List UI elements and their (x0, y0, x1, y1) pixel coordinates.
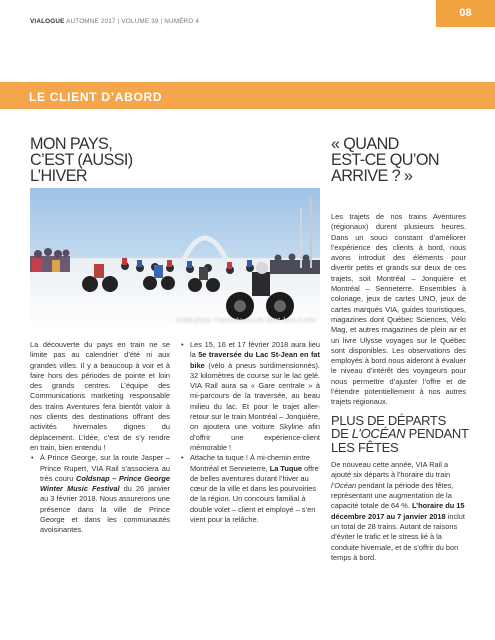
title-line: C’EST (AUSSI) (30, 151, 133, 169)
bullet-text: du 26 janvier au 3 février 2018. Nous assurerons une présence dans la ville de Prince George et dans les communautés avoisinantes. (40, 484, 170, 535)
title-line: ARRIVE ? » (331, 167, 413, 185)
event-name: Coldsnap – Prince George Winter Music Festival (40, 473, 170, 494)
fat-bike-photo (30, 188, 320, 328)
title-line: « QUAND (331, 135, 399, 153)
title-line: EST-CE QU’ON (331, 151, 439, 169)
subhead-text: DE (331, 426, 352, 442)
bullet-lac-st-jean (180, 340, 320, 453)
right-column (331, 212, 469, 563)
event-name: 5e traversée du Lac St-Jean en fat bike (190, 350, 320, 370)
subhead-text: PENDANT (405, 426, 469, 442)
magazine-name: VIALOGUE (30, 18, 65, 25)
subhead-line (331, 426, 469, 442)
section-title: LE CLIENT D’ABORD (29, 90, 163, 104)
bullet-text: Les 15, 16 et 17 février 2018 aura lieu la (190, 340, 320, 360)
bullet-text: Attache ta tuque ! À mi-chemin entre Montréal et Senneterre, (190, 453, 310, 473)
photo-illustration (30, 188, 320, 328)
train-name: L’OCÉAN (351, 426, 406, 442)
section-banner (0, 82, 495, 109)
left-column (30, 340, 170, 536)
para-text: inclut un total de 28 trains. Autant de raisons d’éviter le trafic et le stress lié à la conduite hivernale, et de s’offrir du bon temps à bord. (331, 511, 465, 562)
ocean-paragraph (331, 460, 466, 563)
title-line: L’HIVER (30, 167, 87, 185)
bullet-text: (vélo à pneus surdimensionnés). 32 kilomètres de course sur le lac gelé. VIA Rail aura sa « Gare centrale » à mi-parcours de la traversée, au beau milieu du lac. Et pour le trajet aller-retour sur le train Montréal – Jonquière, on ajoutera une voiture Skyline afin d’offrir une expérience-client mémorable ! (190, 360, 320, 452)
bullet-prince-george (30, 453, 170, 535)
train-name: l’Océan (331, 480, 357, 490)
running-header (30, 18, 430, 25)
middle-column (180, 340, 320, 525)
page-number-badge: 08 (436, 0, 495, 27)
para-text: pendant la période des fêtes, représentant une augmentation de la capacité totale de 64 %. (331, 480, 454, 511)
subhead-line: PLUS DE DÉPARTS (331, 412, 446, 428)
para-text: De nouveau cette année, VIA Rail a ajouté six départs à l’horaire du train (331, 460, 451, 480)
bullet-text: offre de belles aventures durant l’hiver au cœur de la ville et dans les pourvoiries de la région. Un concours familial à double volet – client et employé – s’en vient pour la relâche. (190, 463, 319, 525)
subheading-ocean (331, 412, 469, 455)
title-line: MON PAYS, (30, 135, 113, 153)
left-article-title (30, 136, 133, 184)
bullet-text: À Prince George, sur la route Jasper – Prince Rupert, VIA Rail s’associera au très couru (40, 453, 170, 483)
subhead-line: LES FÊTES (331, 439, 399, 455)
schedule-dates: L’horaire du 15 décembre 2017 au 7 janvier 2018 (331, 501, 465, 521)
aventures-paragraph: Les trajets de nos trains Aventures (régionaux) durent plusieurs heures. Dans un souci constant d’améliorer l’expérience des clients à bord, nous avons introduit des éléments pour divertir petits et grands sur deux de ces trajets, soit Montréal – Jonquière et Montréal – Senneterre. Ensembles à coloriage, jeux de cartes UNO, jeux de cartes marqués VIA, guides touristiques, magazines dont Québec Sciences, Vélo Mag, et autres magazines de plein air et un livre Ulysse voyages sur le Québec sont disponibles. Les observations des employés à bord nous aideront à évaluer le niveau d’intérêt des voyageurs pour nous permettre d’ajuster l’offre et de l’étendre potentiellement à nos autres trajets régionaux. (331, 212, 466, 407)
issue-info: AUTOMNE 2017 | VOLUME 39 | NUMÉRO 4 (66, 18, 200, 25)
photo-credit: Crédit photo: Traversée du Lac Saint-Jean à vélo (176, 317, 315, 324)
intro-paragraph: La découverte du pays en train ne se limite pas au calendrier d’été ni aux grandes villes. Il y a beaucoup à voir et à faire hors des périodes de pointe et loin des grands centres. L’équipe des Communications marketing responsable des trains Aventures fera bientôt valoir à nos clients des destinations offrant des activités hivernales dignes du déplacement. L’idée, c’est de s’y rendre en train, bien entendu ! (30, 340, 170, 452)
right-article-title (331, 136, 439, 184)
bullet-la-tuque (180, 453, 320, 525)
event-name: La Tuque (269, 463, 303, 473)
